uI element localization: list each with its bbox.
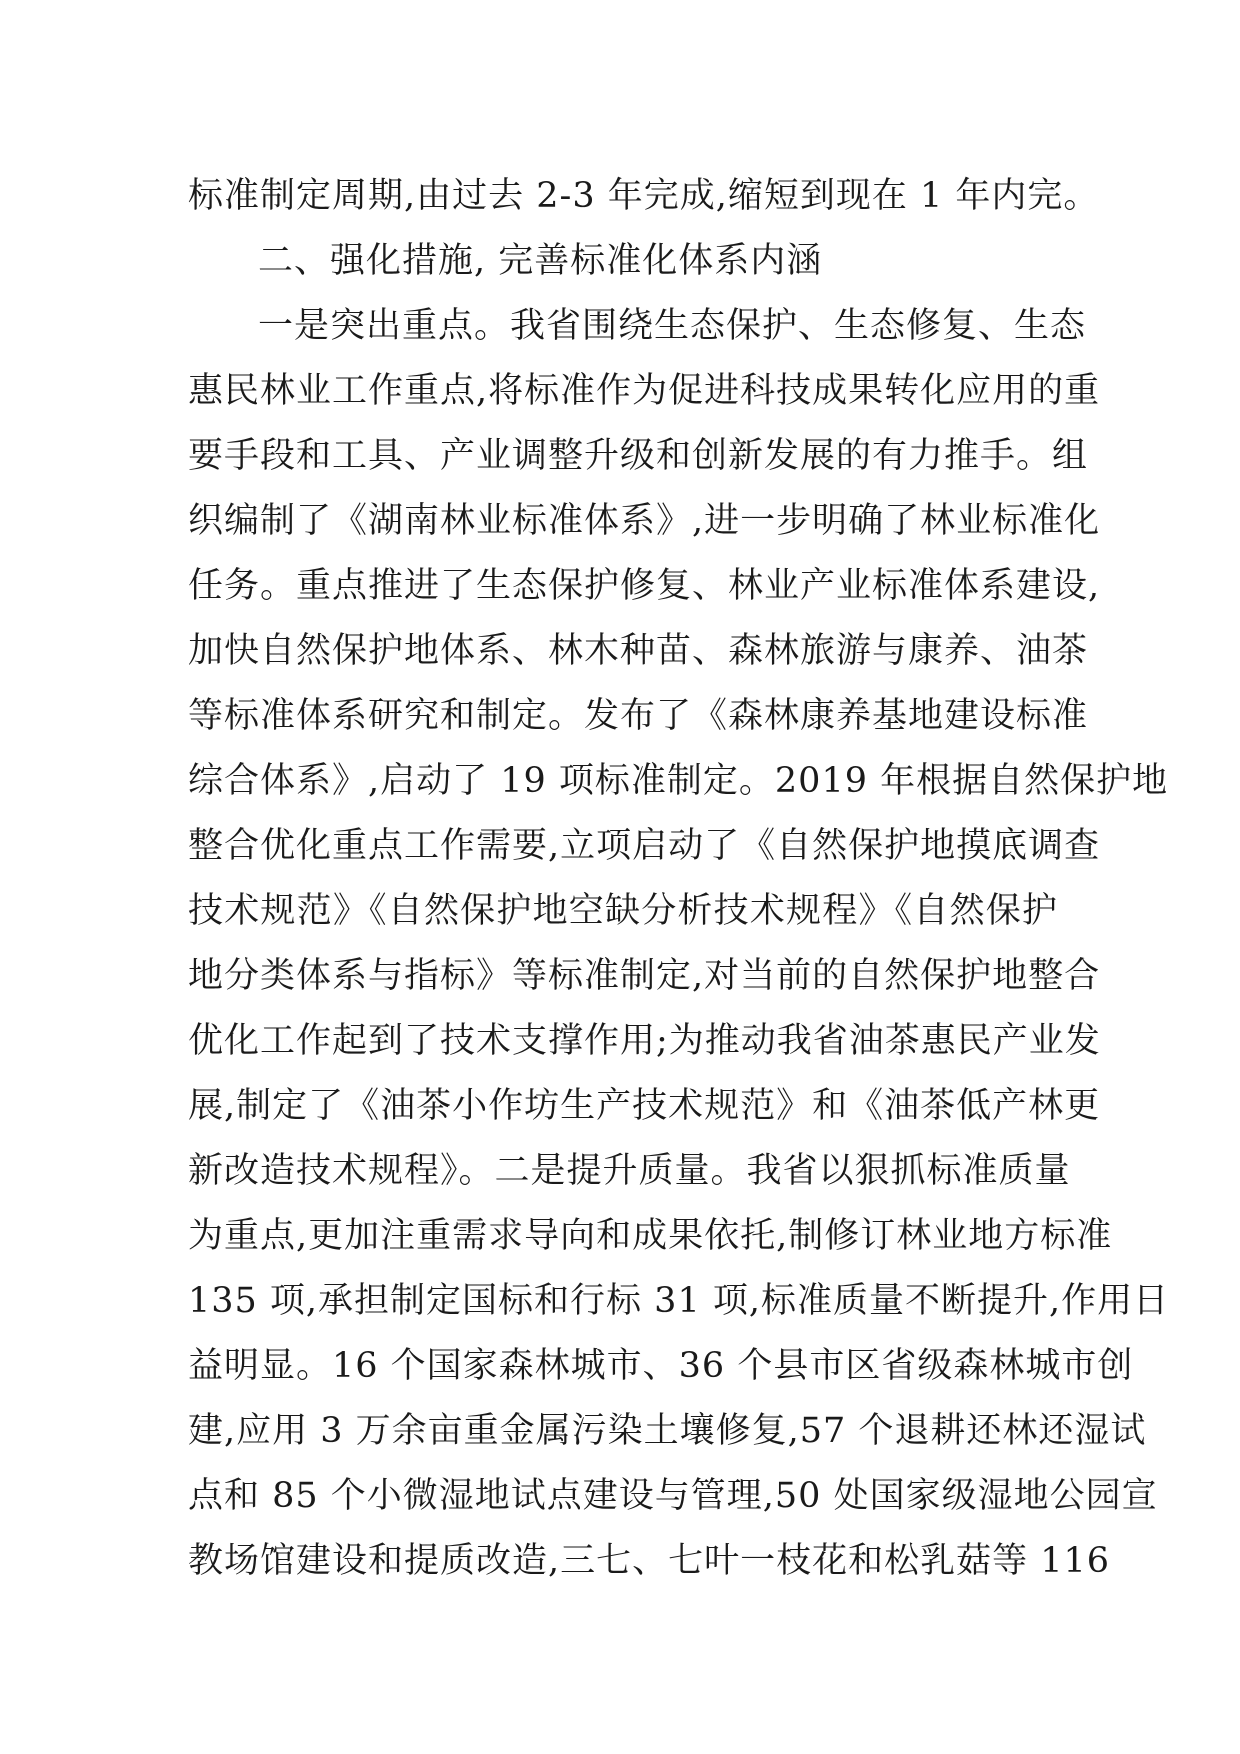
- text-line-8: 加快自然保护地体系、林木种苗、森林旅游与康养、油茶: [188, 631, 1089, 671]
- section-heading: 二、强化措施, 完善标准化体系内涵: [258, 241, 823, 281]
- text-line-14: 优化工作起到了技术支撑作用;为推动我省油茶惠民产业发: [188, 1021, 1101, 1061]
- text-line-19: 益明显。16 个国家森林城市、36 个县市区省级森林城市创: [188, 1346, 1134, 1386]
- text-line-12: 技术规范》《自然保护地空缺分析技术规程》《自然保护: [188, 891, 1058, 931]
- text-line-22: 教场馆建设和提质改造,三七、七叶一枝花和松乳菇等 116: [188, 1541, 1111, 1581]
- text-line-20: 建,应用 3 万余亩重金属污染土壤修复,57 个退耕还林还湿试: [188, 1411, 1147, 1451]
- text-line-10: 综合体系》,启动了 19 项标准制定。2019 年根据自然保护地: [188, 761, 1169, 801]
- text-line-15: 展,制定了《油茶小作坊生产技术规范》和《油茶低产林更: [188, 1086, 1101, 1126]
- text-line-21: 点和 85 个小微湿地试点建设与管理,50 处国家级湿地公园宣: [188, 1476, 1158, 1516]
- text-line-11: 整合优化重点工作需要,立项启动了《自然保护地摸底调查: [188, 826, 1101, 866]
- text-line-7: 任务。重点推进了生态保护修复、林业产业标准体系建设,: [188, 566, 1101, 606]
- text-line-6: 织编制了《湖南林业标准体系》,进一步明确了林业标准化: [188, 501, 1101, 541]
- text-line-1: 标准制定周期,由过去 2-3 年完成,缩短到现在 1 年内完。: [188, 176, 1100, 216]
- text-line-5: 要手段和工具、产业调整升级和创新发展的有力推手。组: [188, 436, 1089, 476]
- text-line-4: 惠民林业工作重点,将标准作为促进科技成果转化应用的重: [188, 371, 1101, 411]
- text-line-17: 为重点,更加注重需求导向和成果依托,制修订林业地方标准: [188, 1216, 1113, 1256]
- text-line-9: 等标准体系研究和制定。发布了《森林康养基地建设标准: [188, 696, 1089, 736]
- text-line-3: 一是突出重点。我省围绕生态保护、生态修复、生态: [258, 306, 1087, 346]
- text-line-13: 地分类体系与指标》等标准制定,对当前的自然保护地整合: [188, 956, 1101, 996]
- text-line-16: 新改造技术规程》。二是提升质量。我省以狠抓标准质量: [188, 1151, 1071, 1191]
- text-line-18: 135 项,承担制定国标和行标 31 项,标准质量不断提升,作用日: [188, 1281, 1170, 1321]
